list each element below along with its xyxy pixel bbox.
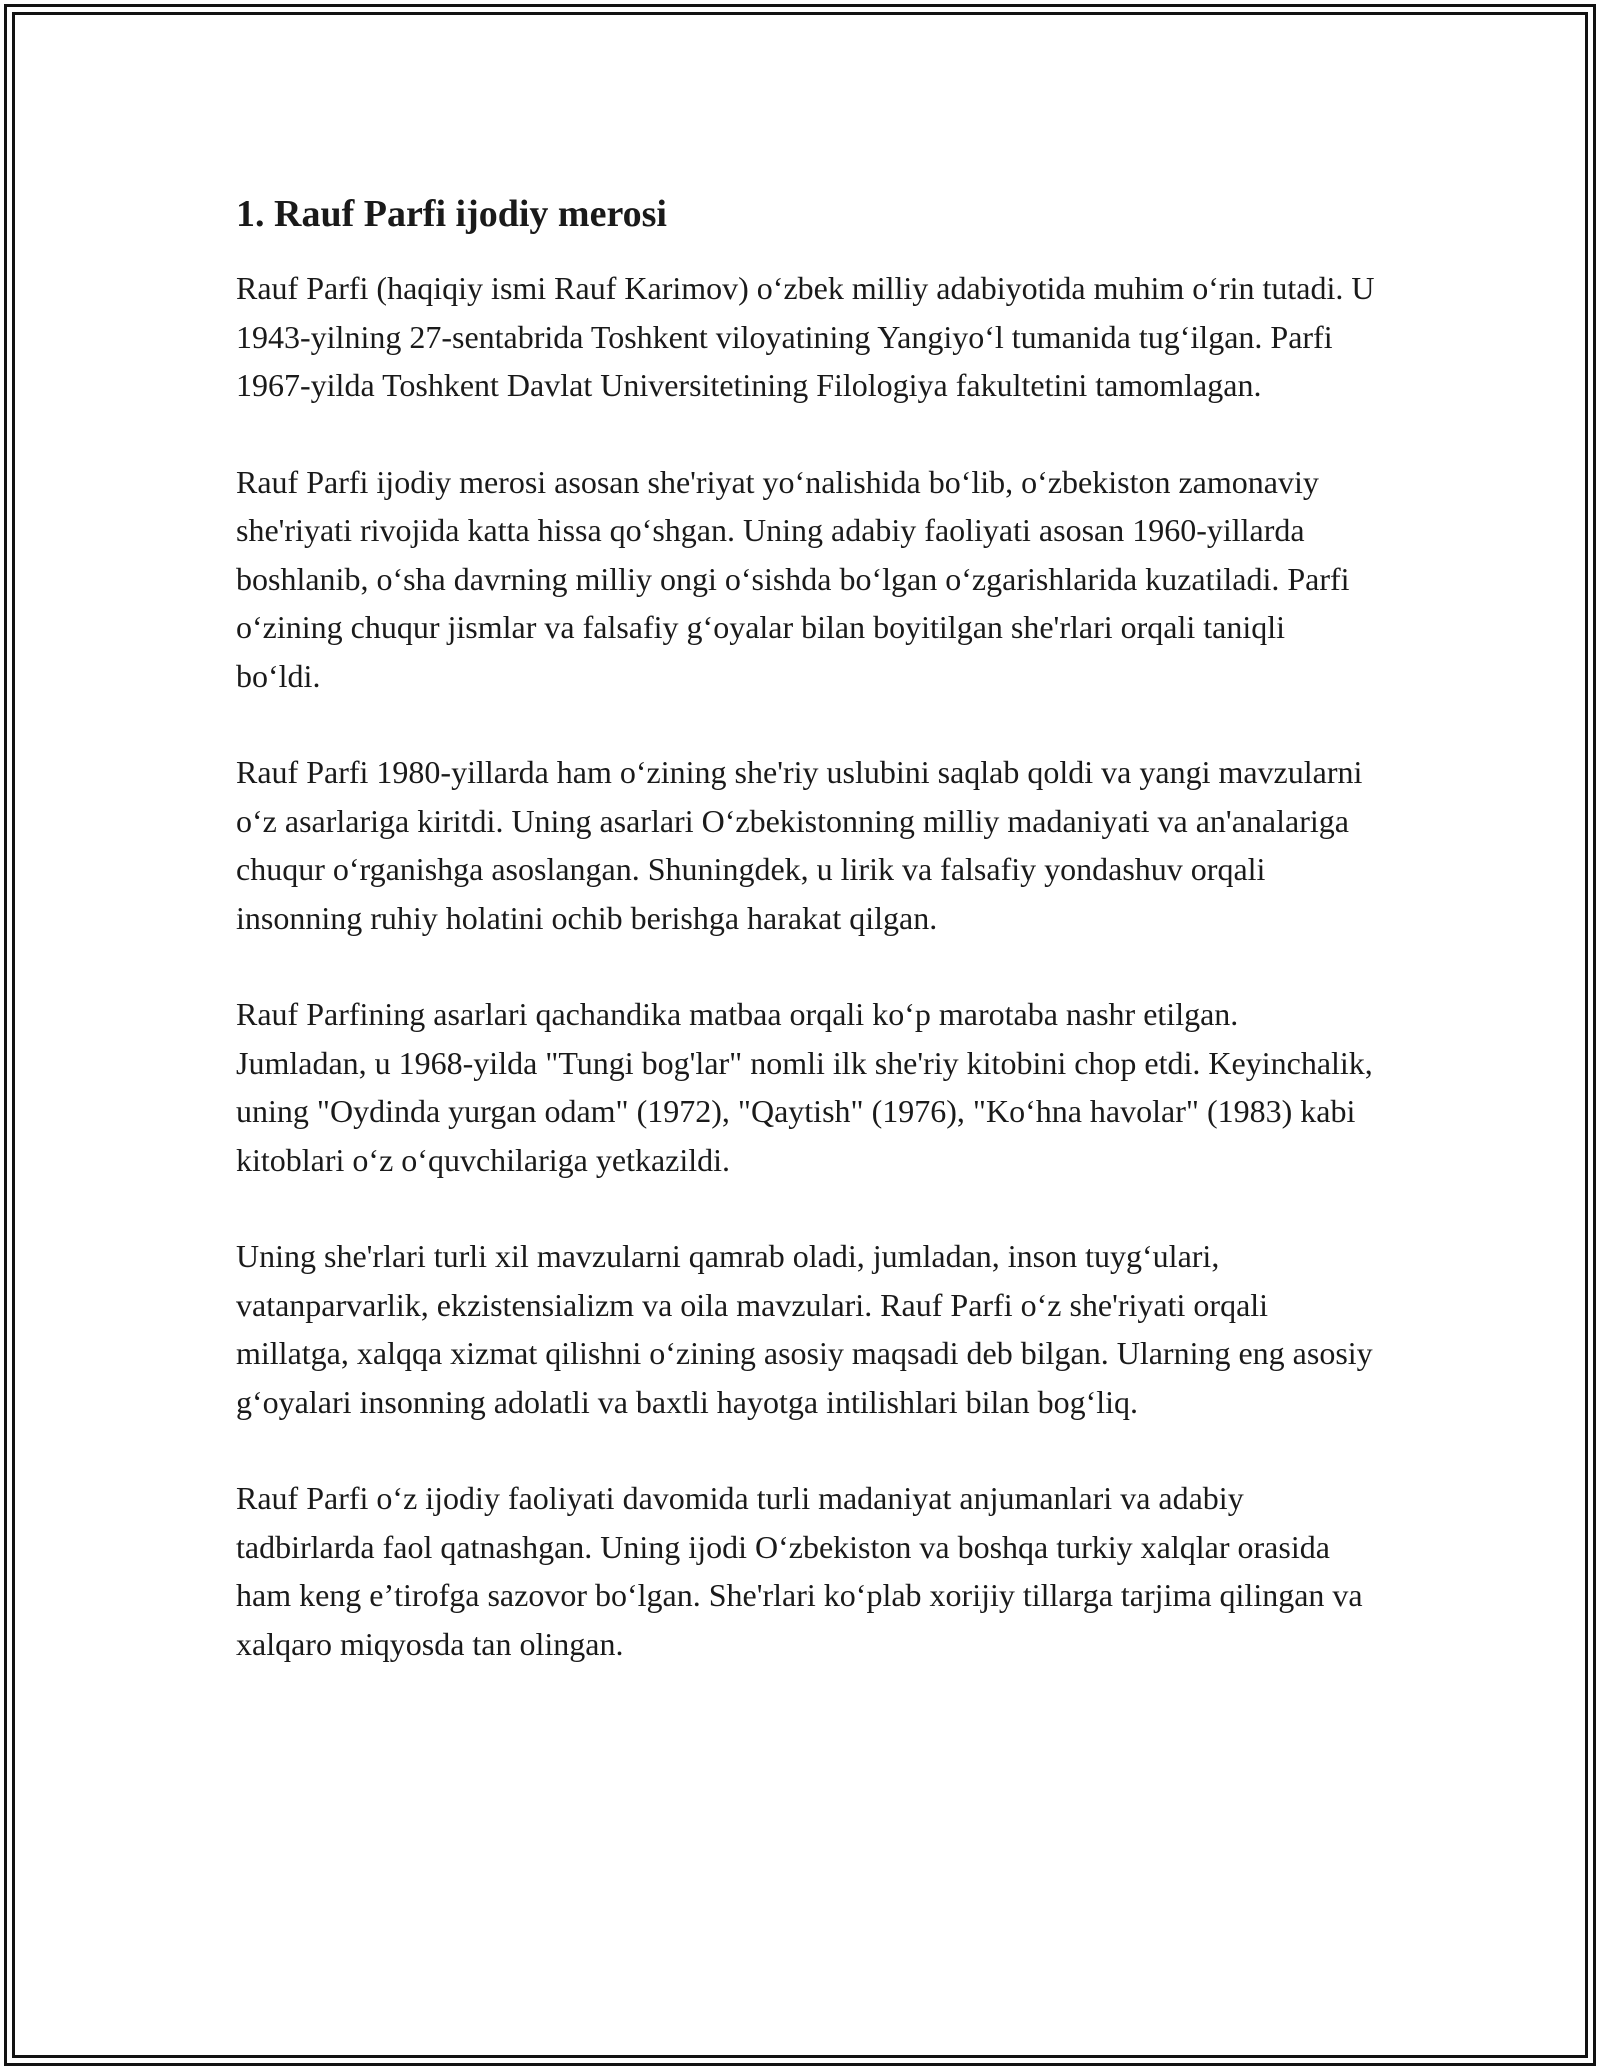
- paragraph-publications: Rauf Parfining asarlari qachandika matbaa orqali koʻp marotaba nashr etilgan. Jumladan, u 1968-yilda "Tungi bog'lar" nomli ilk she'riy kitobini chop etdi. Keyinchalik, uning "Oydinda yurgan odam" (1972), "Qaytish" (1976), "Koʻhna havolar" (1983) kabi kitoblari oʻz oʻquvchilariga yetkazildi.: [236, 996, 1373, 1178]
- paragraph-biography: Rauf Parfi (haqiqiy ismi Rauf Karimov) oʻzbek milliy adabiyotida muhim oʻrin tutadi. U 1943-yilning 27-sentabrida Toshkent viloyatining Yangiyoʻl tumanida tugʻilgan. Parfi 1967-yilda Toshkent Davlat Universitetining Filologiya fakultetini tamomlagan.: [236, 270, 1375, 403]
- document-body: [236, 190, 1376, 1716]
- paragraph-themes: Uning she'rlari turli xil mavzularni qamrab oladi, jumladan, inson tuygʻulari, vatanparvarlik, ekzistensializm va oila mavzulari. Rauf Parfi oʻz she'riyati orqali millatga, xalqqa xizmat qilishni oʻzining asosiy maqsadi deb bilgan. Ularning eng asosiy gʻoyalari insonning adolatli va baxtli hayotga intilishlari bilan bogʻliq.: [236, 1238, 1373, 1420]
- paragraph-1980s-work: Rauf Parfi 1980-yillarda ham oʻzining she'riy uslubini saqlab qoldi va yangi mavzularni oʻz asarlariga kiritdi. Uning asarlari Oʻzbekistonning milliy madaniyati va an'analariga chuqur oʻrganishga asoslangan. Shuningdek, u lirik va falsafiy yondashuv orqali insonning ruhiy holatini ochib berishga harakat qilgan.: [236, 754, 1363, 936]
- paragraph-poetry-legacy: Rauf Parfi ijodiy merosi asosan she'riyat yoʻnalishida boʻlib, oʻzbekiston zamonaviy she'riyati rivojida katta hissa qoʻshgan. Uning adabiy faoliyati asosan 1960-yillarda boshlanib, oʻsha davrning milliy ongi oʻsishda boʻlgan oʻzgarishlarida kuzatiladi. Parfi oʻzining chuqur jismlar va falsafiy gʻoyalar bilan boyitilgan she'rlari orqali taniqli boʻldi.: [236, 463, 1350, 694]
- section-heading: 1. Rauf Parfi ijodiy merosi: [236, 193, 667, 235]
- paragraph-recognition: Rauf Parfi oʻz ijodiy faoliyati davomida turli madaniyat anjumanlari va adabiy tadbirlarda faol qatnashgan. Uning ijodi Oʻzbekiston va boshqa turkiy xalqlar orasida ham keng eʼtirofga sazovor boʻlgan. She'rlari koʻplab xorijiy tillarga tarjima qilingan va xalqaro miqyosda tan olingan.: [236, 1480, 1363, 1662]
